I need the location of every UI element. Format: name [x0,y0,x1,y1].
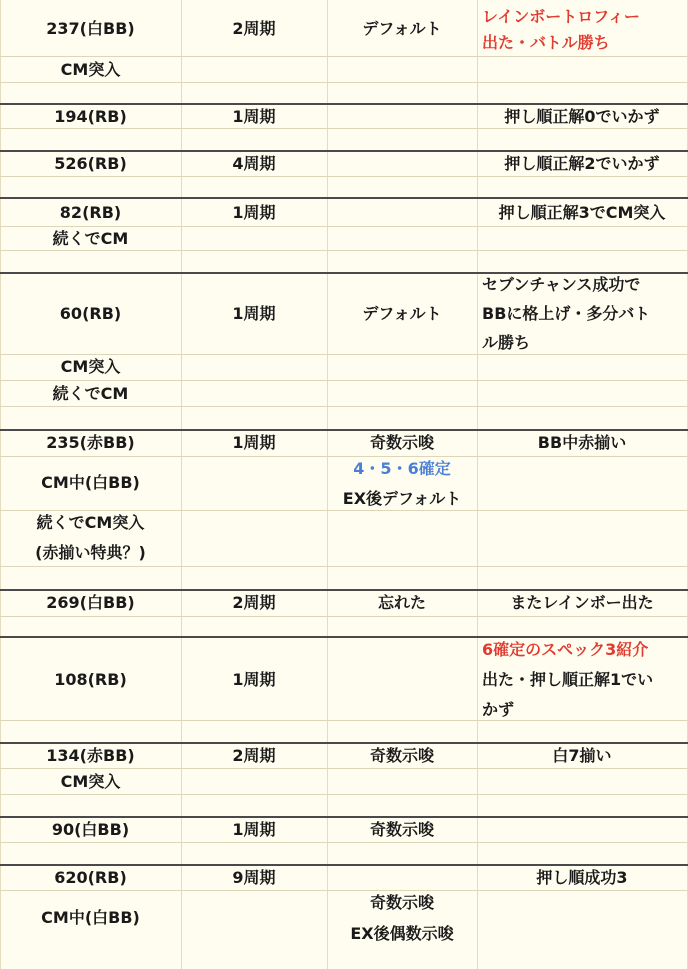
sub-label: CM突入 [60,357,121,376]
cycle: 1周期 [232,670,276,689]
game-count: 194(RB) [54,107,127,126]
note: 押し順正解0でいかず [504,107,660,126]
game-count: 82(RB) [59,203,122,222]
setting-hint: 奇数示唆 [369,893,434,912]
cycle: 2周期 [232,19,276,38]
cycle: 1周期 [232,433,276,452]
game-count: 526(RB) [54,154,127,173]
cycle: 2周期 [232,593,276,612]
setting-hint: 奇数示唆 [369,746,434,765]
setting-confirmed: 4・5・6確定 [353,459,451,478]
game-count: 237(白BB) [46,19,135,38]
game-count: 90(白BB) [51,820,130,839]
note: セブンチャンス成功で [482,275,641,294]
cycle: 1周期 [232,820,276,839]
cycle: 9周期 [232,868,276,887]
note: 押し順成功3 [536,868,628,887]
sub-label: CM突入 [60,60,121,79]
cycle: 1周期 [232,107,276,126]
note: 押し順正解3でCM突入 [498,203,666,222]
note: 押し順正解2でいかず [504,154,660,173]
setting-hint: 忘れた [377,593,426,612]
sub-label: CM中(白BB) [41,473,140,492]
game-count: 235(赤BB) [46,433,135,452]
setting-hint: EX後偶数示唆 [350,924,454,943]
setting-hint: デフォルト [362,304,442,323]
note: ル勝ち [482,333,531,352]
grid-line [477,0,478,969]
note: BB中赤揃い [537,433,627,452]
sub-label: CM中(白BB) [41,908,140,927]
sub-label: CM突入 [60,772,121,791]
game-count: 60(RB) [59,304,122,323]
setting-hint: 奇数示唆 [369,820,434,839]
cycle: 4周期 [232,154,276,173]
note: 出た・押し順正解1でい [482,670,654,689]
sub-label: 続くでCM突入 [36,513,145,532]
sub-label: 続くでCM [52,229,129,248]
game-count: 620(RB) [54,868,127,887]
note: BBに格上げ・多分バト [482,304,651,323]
note: かず [482,700,515,719]
note: 白7揃い [552,746,612,765]
setting-hint: EX後デフォルト [342,489,462,508]
game-count: 134(赤BB) [46,746,135,765]
sub-label: (赤揃い特典？) [35,543,146,562]
note: またレインボー出た [510,593,654,612]
setting-hint: 奇数示唆 [369,433,434,452]
game-count: 108(RB) [54,670,127,689]
cycle: 1周期 [232,304,276,323]
game-count: 269(白BB) [46,593,135,612]
note-highlight: 6確定のスペック3紹介 [482,640,649,659]
setting-hint: デフォルト [362,19,442,38]
note-highlight: 出た・バトル勝ち [482,33,610,52]
sub-label: 続くでCM [52,384,129,403]
cycle: 2周期 [232,746,276,765]
note-highlight: レインボートロフィー [482,7,640,26]
cycle: 1周期 [232,203,276,222]
